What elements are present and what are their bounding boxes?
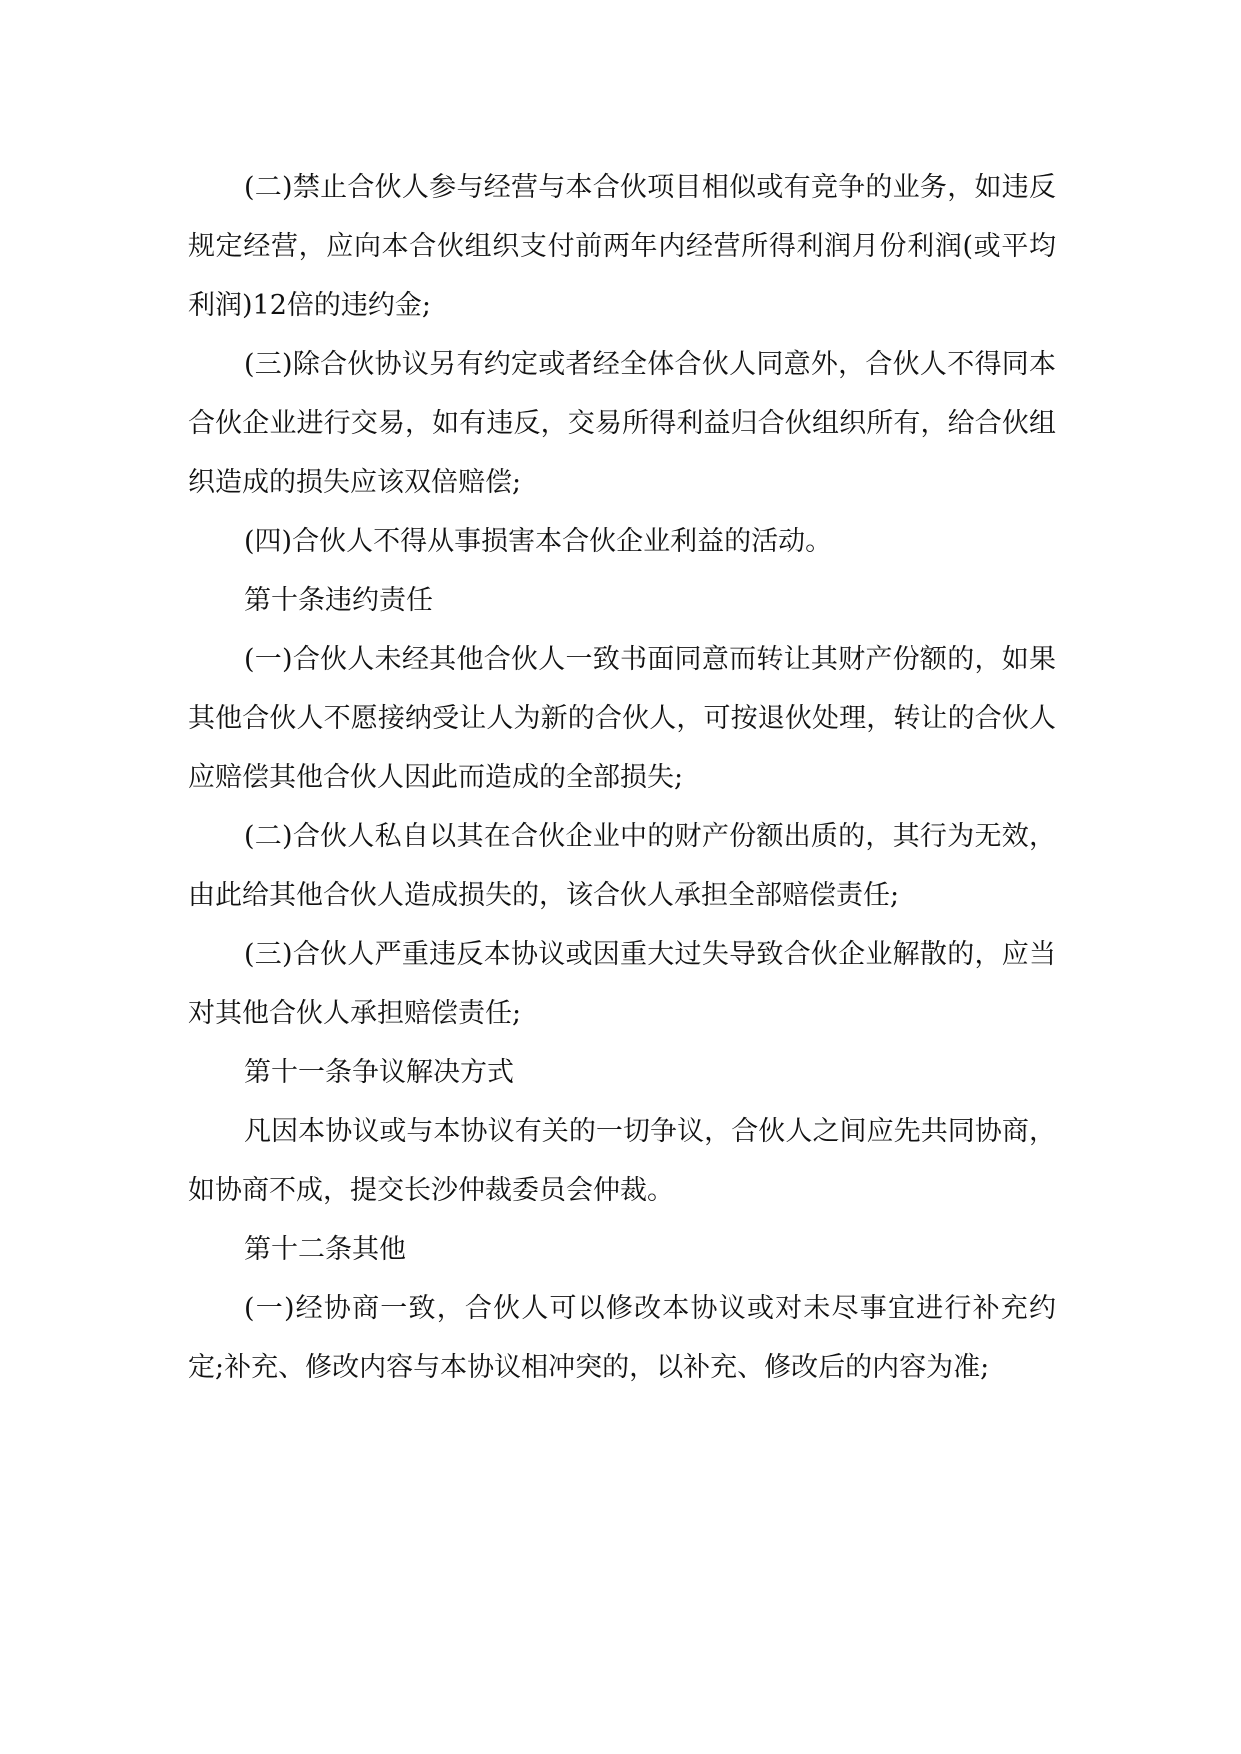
paragraph-other-1: (一)经协商一致，合伙人可以修改本协议或对未尽事宜进行补充约定;补充、修改内容与本协议相冲突的，以补充、修改后的内容为准; bbox=[188, 1293, 1056, 1383]
paragraph-liability-3: (三)合伙人严重违反本协议或因重大过失导致合伙企业解散的，应当对其他合伙人承担赔偿责任; bbox=[188, 939, 1056, 1029]
paragraph-liability-2: (二)合伙人私自以其在合伙企业中的财产份额出质的，其行为无效，由此给其他合伙人造成损失的，该合伙人承担全部赔偿责任; bbox=[188, 821, 1056, 911]
paragraph-clause-3-transactions: (三)除合伙协议另有约定或者经全体合伙人同意外，合伙人不得同本合伙企业进行交易，如有违反，交易所得利益归合伙组织所有，给合伙组织造成的损失应该双倍赔偿; bbox=[188, 349, 1056, 498]
paragraph-clause-4-no-harm: (四)合伙人不得从事损害本合伙企业利益的活动。 bbox=[244, 526, 833, 557]
paragraph-clause-2-non-compete: (二)禁止合伙人参与经营与本合伙项目相似或有竞争的业务，如违反规定经营，应向本合伙组织支付前两年内经营所得利润月份利润(或平均利润)12倍的违约金; bbox=[188, 172, 1056, 321]
article-10-heading: 第十条违约责任 bbox=[244, 585, 433, 616]
article-12-heading: 第十二条其他 bbox=[244, 1234, 406, 1265]
document-page bbox=[188, 158, 1056, 1397]
paragraph-dispute-resolution: 凡因本协议或与本协议有关的一切争议，合伙人之间应先共同协商，如协商不成，提交长沙仲裁委员会仲裁。 bbox=[188, 1116, 1056, 1206]
paragraph-liability-1: (一)合伙人未经其他合伙人一致书面同意而转让其财产份额的，如果其他合伙人不愿接纳受让人为新的合伙人，可按退伙处理，转让的合伙人应赔偿其他合伙人因此而造成的全部损失; bbox=[188, 644, 1056, 793]
article-11-heading: 第十一条争议解决方式 bbox=[244, 1057, 514, 1088]
